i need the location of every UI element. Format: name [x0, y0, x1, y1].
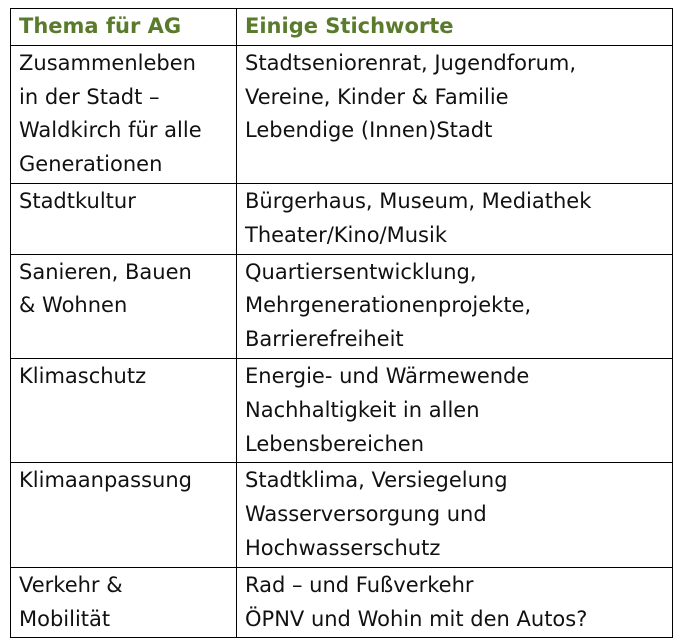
keywords-line: Energie- und Wärmewende: [245, 363, 530, 388]
table-row: [11, 567, 673, 638]
keywords-line: Rad – und Fußverkehr: [245, 572, 474, 597]
header-topic: Thema für AG: [11, 9, 237, 46]
keywords-cell: [237, 183, 673, 254]
table-row: [11, 254, 673, 358]
keywords-cell: [237, 45, 673, 183]
topic-line: Sanieren, Bauen: [19, 259, 192, 284]
topic-line: Waldkirch für alle: [19, 118, 202, 143]
keywords-line: Quartiersentwicklung,: [245, 259, 477, 284]
keywords-line: Hochwasserschutz: [245, 535, 441, 560]
keywords-line: Stadtseniorenrat, Jugendforum,: [245, 50, 577, 75]
topic-line: Verkehr &: [19, 572, 123, 597]
topic-cell: [11, 45, 237, 183]
table-row: [11, 463, 673, 567]
keywords-cell: [237, 463, 673, 567]
keywords-line: ÖPNV und Wohin mit den Autos?: [245, 606, 588, 631]
topic-line: Klimaschutz: [19, 363, 147, 388]
keywords-line: Bürgerhaus, Museum, Mediathek: [245, 188, 592, 213]
table-row: [11, 183, 673, 254]
keywords-cell: [237, 254, 673, 358]
keywords-line: Mehrgenerationenprojekte,: [245, 293, 532, 318]
topic-line: Klimaanpassung: [19, 468, 192, 493]
table-row: [11, 45, 673, 183]
table-row: [11, 358, 673, 462]
topic-line: Generationen: [19, 152, 163, 177]
keywords-line: Lebendige (Innen)Stadt: [245, 118, 493, 143]
keywords-line: Lebensbereichen: [245, 431, 425, 456]
keywords-line: Theater/Kino/Musik: [245, 222, 447, 247]
topic-cell: [11, 463, 237, 567]
keywords-line: Wasserversorgung und: [245, 502, 487, 527]
keywords-cell: [237, 358, 673, 462]
keywords-cell: [237, 567, 673, 638]
topic-line: & Wohnen: [19, 293, 128, 318]
topic-cell: [11, 183, 237, 254]
topic-line: Stadtkultur: [19, 188, 136, 213]
topic-cell: [11, 254, 237, 358]
keywords-line: Stadtklima, Versiegelung: [245, 468, 508, 493]
keywords-line: Barrierefreiheit: [245, 327, 404, 352]
topic-cell: [11, 567, 237, 638]
table-header-row: [11, 9, 673, 46]
topic-cell: [11, 358, 237, 462]
keywords-line: Vereine, Kinder & Familie: [245, 84, 509, 109]
topic-line: in der Stadt –: [19, 84, 160, 109]
header-keywords: Einige Stichworte: [237, 9, 673, 46]
topic-line: Mobilität: [19, 606, 111, 631]
keywords-line: Nachhaltigkeit in allen: [245, 397, 480, 422]
topic-line: Zusammenleben: [19, 50, 196, 75]
document-table-wrapper: [10, 8, 672, 638]
topics-table: [10, 8, 673, 638]
